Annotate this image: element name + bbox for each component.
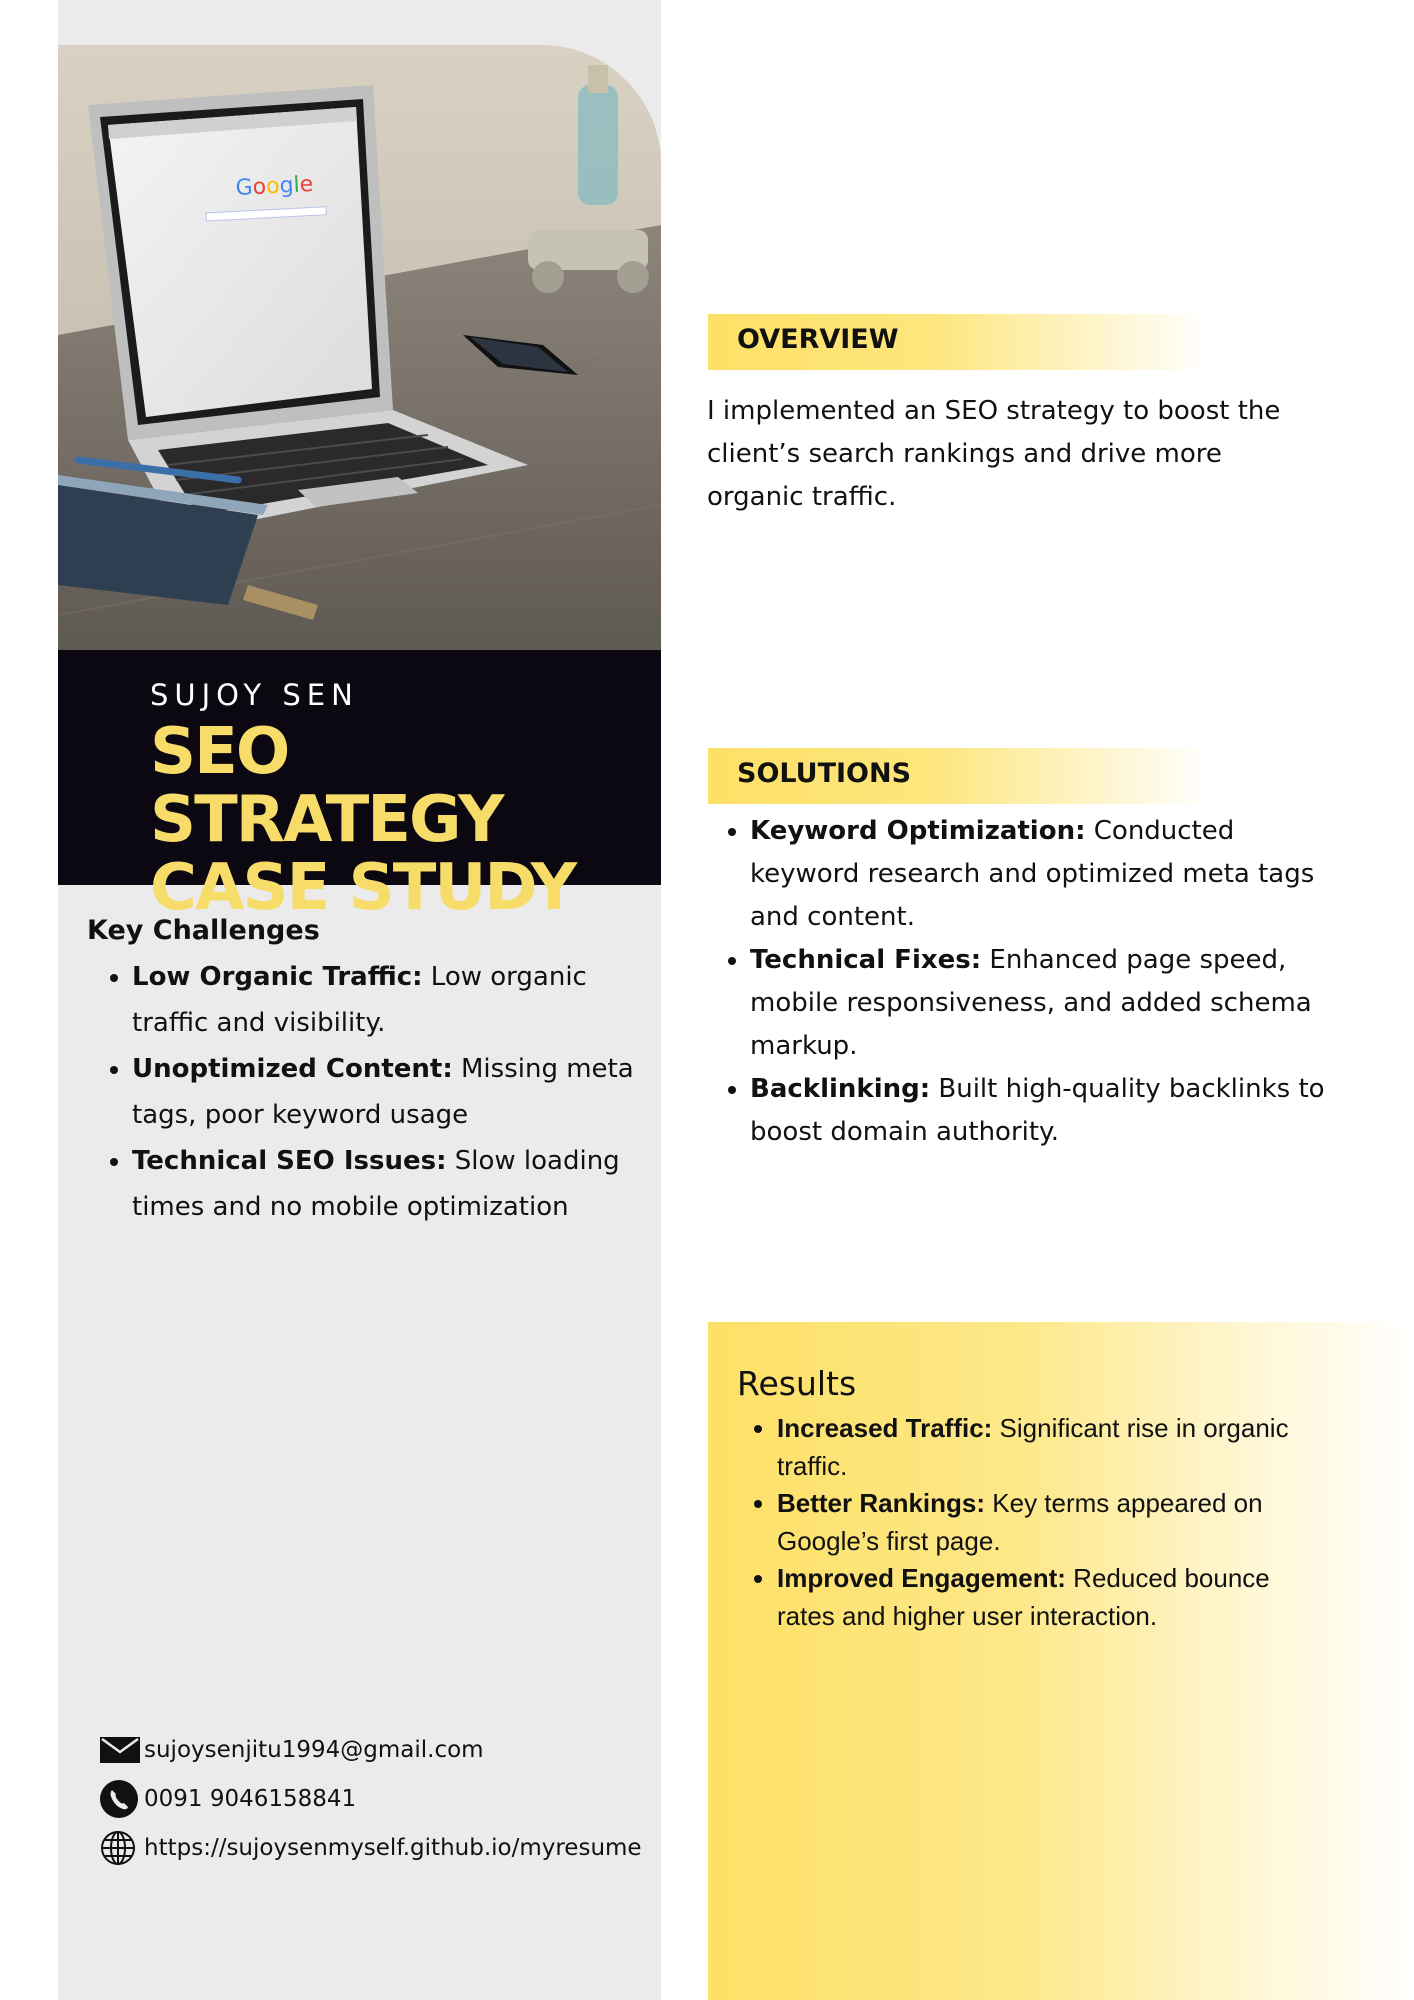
list-item-label: Improved Engagement: [777, 1563, 1066, 1593]
list-item [777, 1560, 1297, 1635]
overview-header [708, 314, 1208, 370]
email-row[interactable] [100, 1725, 660, 1774]
key-challenges-section [87, 915, 647, 1230]
key-challenges-heading: Key Challenges [87, 915, 320, 946]
website-link[interactable]: https://sujoysenmyself.github.io/myresume [144, 1834, 642, 1861]
email-link[interactable]: sujoysenjitu1994@gmail.com [144, 1736, 484, 1763]
list-item [132, 1138, 647, 1230]
overview-heading: OVERVIEW [737, 324, 899, 355]
page-title [150, 715, 630, 925]
list-item [777, 1485, 1297, 1560]
list-item-label: Backlinking: [750, 1074, 931, 1104]
list-item [750, 1068, 1350, 1154]
phone-icon [100, 1779, 144, 1819]
list-item-label: Keyword Optimization: [750, 816, 1086, 846]
solutions-list [708, 810, 1350, 1154]
phone-number[interactable]: 0091 9046158841 [144, 1785, 357, 1812]
results-section [708, 1322, 1414, 2000]
key-challenges-list [87, 954, 647, 1230]
website-row[interactable] [100, 1823, 660, 1872]
author-name: SUJOY SEN [150, 678, 359, 712]
list-item-text: Reduced bounce rates and higher user interaction. [777, 1563, 1270, 1631]
list-item-text: Slow loading times and no mobile optimization [132, 1146, 620, 1222]
list-item-text: Significant rise in organic traffic. [777, 1413, 1289, 1481]
list-item-text: Built high-quality backlinks to boost domain authority. [750, 1074, 1325, 1147]
google-logo: Google [235, 171, 314, 201]
list-item-label: Unoptimized Content: [132, 1054, 453, 1084]
list-item-label: Low Organic Traffic: [132, 962, 423, 992]
list-item-text: Conducted keyword research and optimized meta tags and content. [750, 816, 1315, 932]
list-item-label: Better Rankings: [777, 1488, 986, 1518]
list-item [750, 810, 1350, 939]
overview-text: I implemented an SEO strategy to boost the client’s search rankings and drive more organic traffic. [707, 396, 1281, 512]
list-item-text: Low organic traffic and visibility. [132, 962, 587, 1038]
list-item [777, 1410, 1297, 1485]
list-item-label: Increased Traffic: [777, 1413, 993, 1443]
page-title-line-1: SEO STRATEGY [150, 715, 503, 857]
laptop-desk-illustration [58, 45, 661, 650]
list-item-text: Missing meta tags, poor keyword usage [132, 1054, 634, 1130]
list-item-text: Key terms appeared on Google’s first page. [777, 1488, 1263, 1556]
list-item-label: Technical SEO Issues: [132, 1146, 447, 1176]
list-item-text: Enhanced page speed, mobile responsiveness, and added schema markup. [750, 945, 1312, 1061]
results-heading: Results [737, 1364, 857, 1403]
list-item [750, 939, 1350, 1068]
mail-icon [100, 1730, 144, 1770]
results-list [737, 1410, 1297, 1635]
list-item-label: Technical Fixes: [750, 945, 982, 975]
page-title-line-2: CASE STUDY [150, 851, 576, 925]
contact-info [100, 1725, 660, 1872]
list-item [132, 954, 647, 1046]
list-item [132, 1046, 647, 1138]
globe-icon [100, 1828, 144, 1868]
solutions-heading: SOLUTIONS [737, 758, 912, 789]
solutions-header [708, 748, 1208, 804]
phone-row[interactable] [100, 1774, 660, 1823]
hero-image [58, 45, 661, 650]
